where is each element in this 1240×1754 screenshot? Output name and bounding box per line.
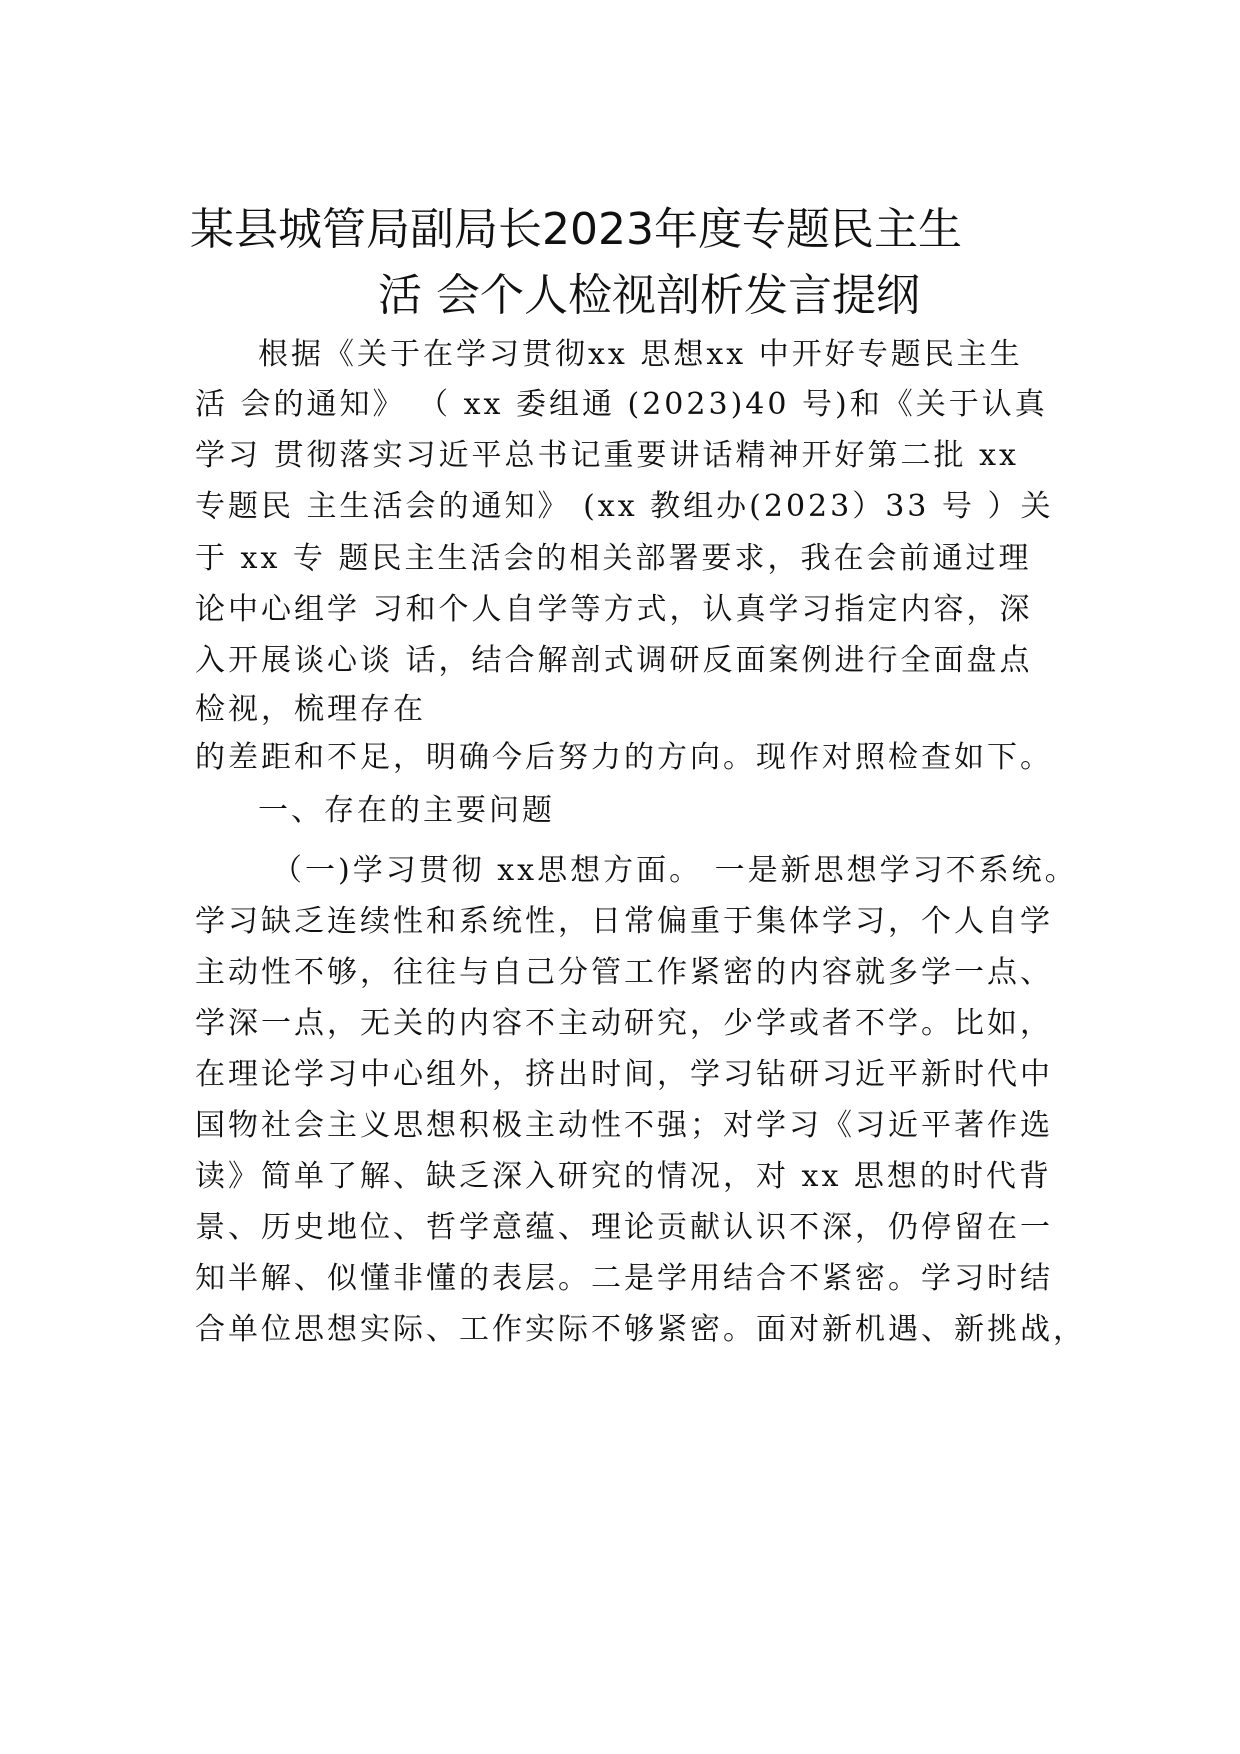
body-line: 专题民 主生活会的通知》 (xx 教组办(2023）33 号 ）关 [195,489,1054,524]
body-line: 根据《关于在学习贯彻xx 思想xx 中开好专题民主生 [258,337,1023,372]
body-line: 在理论学习中心组外，挤出时间，学习钻研习近平新时代中 [195,1057,1053,1092]
document-title-line-2: 活 会个人检视剖析发言提纲 [378,270,920,321]
body-line: 学习缺乏连续性和系统性，日常偏重于集体学习，个人自学 [195,904,1053,939]
body-line: 学习 贯彻落实习近平总书记重要讲话精神开好第二批 xx [195,438,1019,473]
body-line: 主动性不够，往往与自己分管工作紧密的内容就多学一点、 [195,955,1053,990]
section-heading: 一、存在的主要问题 [258,793,555,828]
body-line: 读》简单了解、缺乏深入研究的情况，对 xx 思想的时代背 [195,1159,1052,1194]
body-line: 活 会的通知》 （ xx 委组通 (2023)40 号)和《关于认真 [195,387,1048,422]
body-line: 入开展谈心谈 话，结合解剖式调研反面案例进行全面盘点 [195,643,1033,678]
body-line: 学深一点，无关的内容不主动研究，少学或者不学。比如， [195,1006,1053,1041]
body-line: 于 xx 专 题民主生活会的相关部署要求，我在会前通过理 [195,541,1032,576]
subsection-line: （一)学习贯彻 xx思想方面。 一是新思想学习不系统。 [272,853,1078,888]
body-line: 合单位思想实际、工作实际不够紧密。面对新机遇、新挑战， [195,1312,1086,1347]
body-line: 知半解、似懂非懂的表层。二是学用结合不紧密。学习时结 [195,1261,1053,1296]
body-line: 检视，梳理存在 [195,692,426,727]
body-line: 国物社会主义思想积极主动性不强；对学习《习近平著作选 [195,1108,1053,1143]
body-line: 的差距和不足，明确今后努力的方向。现作对照检查如下。 [195,740,1053,775]
body-line: 景、历史地位、哲学意蕴、理论贡献认识不深，仍停留在一 [195,1210,1053,1245]
body-line: 论中心组学 习和个人自学等方式，认真学习指定内容，深 [195,592,1033,627]
document-title-line-1: 某县城管局副局长2023年度专题民主生 [190,204,962,255]
